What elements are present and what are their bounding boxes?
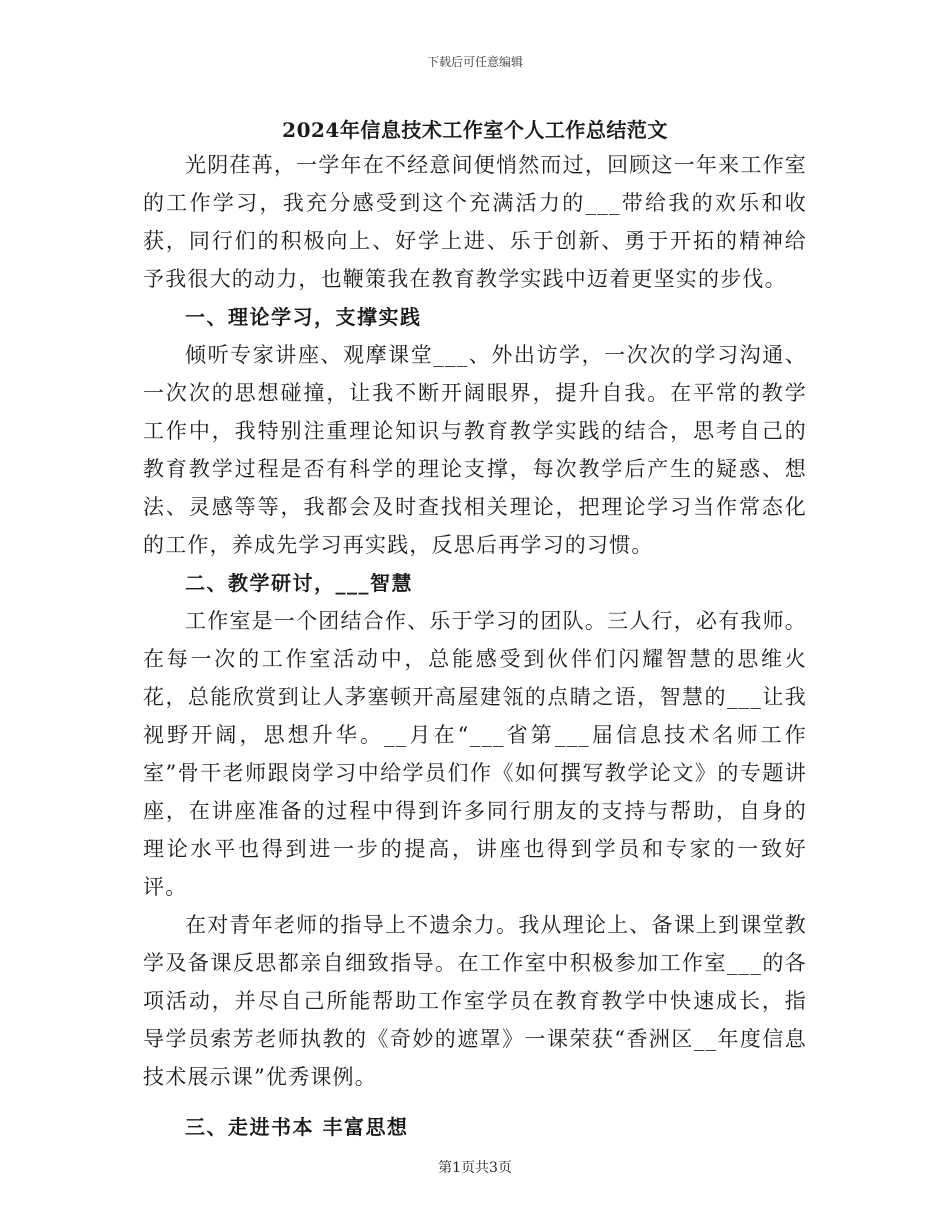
document-title: 2024年信息技术工作室个人工作总结范文 — [282, 118, 668, 142]
paragraph-intro: 光阴荏苒，一学年在不经意间便悄然而过，回顾这一年来工作室的工作学习，我充分感受到这个充满活力的___带给我的欢乐和收获，同行们的积极向上、好学上进、乐于创新、勇于开拓的精神给予我很大的动力，也鞭策我在教育教学实践中迈着更坚实的步伐。 — [143, 153, 807, 291]
section-heading-2: 二、教学研讨，___智慧 — [185, 571, 413, 595]
page-number-footer: 第1页共3页 — [438, 1160, 512, 1176]
paragraph-team: 工作室是一个团结合作、乐于学习的团队。三人行，必有我师。在每一次的工作室活动中，总能感受到伙伴们闪耀智慧的思维火花，总能欣赏到让人茅塞顿开高屋建瓴的点睛之语，智慧的___让我视野开阔，思想升华。__月在“___省第___届信息技术名师工作室”骨干老师跟岗学习中给学员们作《如何撰写教学论文》的专题讲座，在讲座准备的过程中得到许多同行朋友的支持与帮助，自身的理论水平也得到进一步的提高，讲座也得到学员和专家的一致好评。 — [143, 609, 807, 899]
paragraph-theory: 倾听专家讲座、观摩课堂___、外出访学，一次次的学习沟通、一次次的思想碰撞，让我不断开阔眼界，提升自我。在平常的教学工作中，我特别注重理论知识与教育教学实践的结合，思考自己的教育教学过程是否有科学的理论支撑，每次教学后产生的疑惑、想法、灵感等等，我都会及时查找相关理论，把理论学习当作常态化的工作，养成先学习再实践，反思后再学习的习惯。 — [143, 343, 807, 557]
section-heading-3: 三、走进书本 丰富思想 — [185, 1115, 409, 1139]
document-body — [143, 146, 807, 1146]
header-note: 下载后可任意编辑 — [426, 55, 523, 69]
section-heading-1: 一、理论学习，支撑实践 — [185, 305, 422, 329]
paragraph-mentoring: 在对青年老师的指导上不遗余力。我从理论上、备课上到课堂教学及备课反思都亲自细致指导。在工作室中积极参加工作室___的各项活动，并尽自己所能帮助工作室学员在教育教学中快速成长，指导学员索芳老师执教的《奇妙的遮罩》一课荣获“香洲区__年度信息技术展示课”优秀课例。 — [143, 913, 807, 1089]
